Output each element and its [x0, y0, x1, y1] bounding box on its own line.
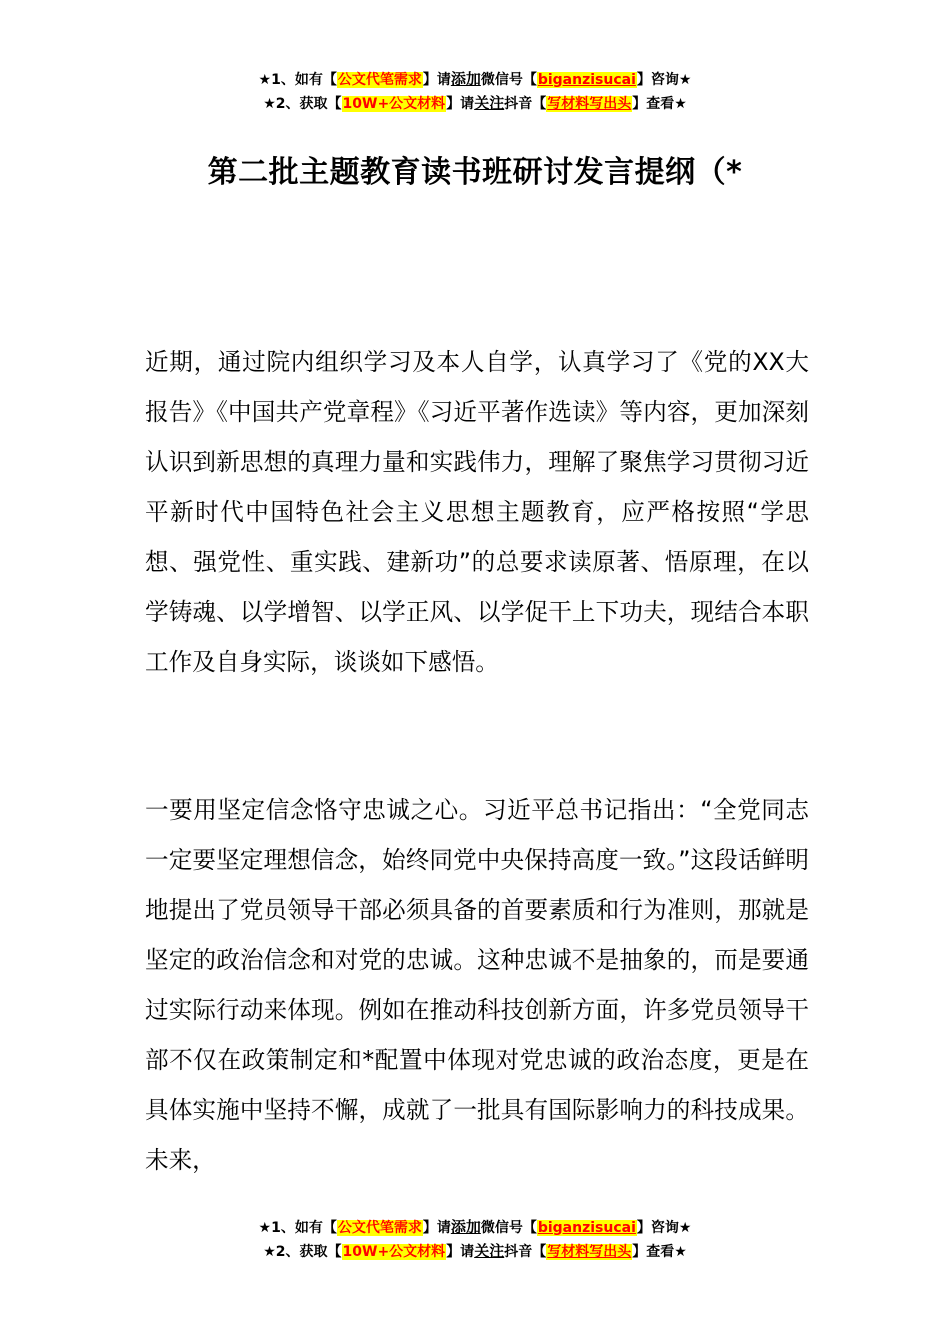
banner-emphasis: 添加 [450, 1218, 481, 1236]
banner-line-2 [0, 1240, 950, 1264]
banner-text: 】咨询★ [636, 1220, 692, 1236]
banner-text: 微信号【 [480, 1220, 537, 1236]
banner-line-1 [0, 1216, 950, 1240]
banner-text: 微信号【 [480, 72, 537, 88]
banner-douyin-id: 写材料写出头 [547, 1244, 632, 1260]
banner-emphasis: 关注 [474, 94, 505, 112]
document-title: 第二批主题教育读书班研讨发言提纲（* [207, 155, 743, 190]
banner-emphasis: 添加 [450, 70, 481, 88]
banner-wechat-id: biganzisucai [537, 72, 636, 88]
banner-text: 抖音【 [504, 1244, 547, 1260]
banner-text: 】查看★ [632, 96, 687, 112]
banner-highlight: 公文代笔需求 [337, 1220, 422, 1236]
banner-highlight: 10W+公文材料 [342, 1244, 446, 1260]
banner-text: ★2、获取【 [263, 1244, 342, 1260]
body-paragraph-1 [145, 337, 809, 687]
body-paragraph-2 [145, 785, 809, 1185]
banner-text: ★1、如有【 [258, 1220, 337, 1236]
paragraph-text: 一要用坚定信念恪守忠诚之心。习近平总书记指出：“全党同志一定要坚定理想信念，始终同党中央保持高度一致。”这段话鲜明地提出了党员领导干部必须具备的首要素质和行为准则，那就是坚定的政治信念和对党的忠诚。这种忠诚不是抽象的，而是要通过实际行动来体现。例如在推动科技创新方面，许多党员领导干部不仅在政策制定和*配置中体现对党忠诚的政治态度，更是在具体实施中坚持不懈，成就了一批具有国际影响力的科技成果。未来， [145, 796, 809, 1174]
banner-text: 】查看★ [632, 1244, 687, 1260]
banner-highlight: 10W+公文材料 [342, 96, 446, 112]
banner-text: ★2、获取【 [263, 96, 342, 112]
banner-emphasis: 关注 [474, 1242, 505, 1260]
header-banner [0, 68, 950, 116]
banner-text: 】请 [446, 96, 475, 112]
banner-line-2 [0, 92, 950, 116]
banner-text: 】咨询★ [636, 72, 692, 88]
banner-text: 】请 [422, 72, 451, 88]
banner-douyin-id: 写材料写出头 [547, 96, 632, 112]
banner-highlight: 公文代笔需求 [337, 72, 422, 88]
banner-wechat-id: biganzisucai [537, 1220, 636, 1236]
banner-text: 】请 [446, 1244, 475, 1260]
footer-banner [0, 1216, 950, 1264]
paragraph-text: 近期，通过院内组织学习及本人自学，认真学习了《党的XX大报告》《中国共产党章程》《习近平著作选读》等内容，更加深刻认识到新思想的真理力量和实践伟力，理解了聚焦学习贯彻习近平新时代中国特色社会主义思想主题教育，应严格按照“学思想、强党性、重实践、建新功”的总要求读原著、悟原理，在以学铸魂、以学增智、以学正风、以学促干上下功夫，现结合本职工作及自身实际，谈谈如下感悟。 [145, 348, 809, 676]
banner-text: 】请 [422, 1220, 451, 1236]
banner-text: 抖音【 [504, 96, 547, 112]
banner-line-1 [0, 68, 950, 92]
banner-text: ★1、如有【 [258, 72, 337, 88]
